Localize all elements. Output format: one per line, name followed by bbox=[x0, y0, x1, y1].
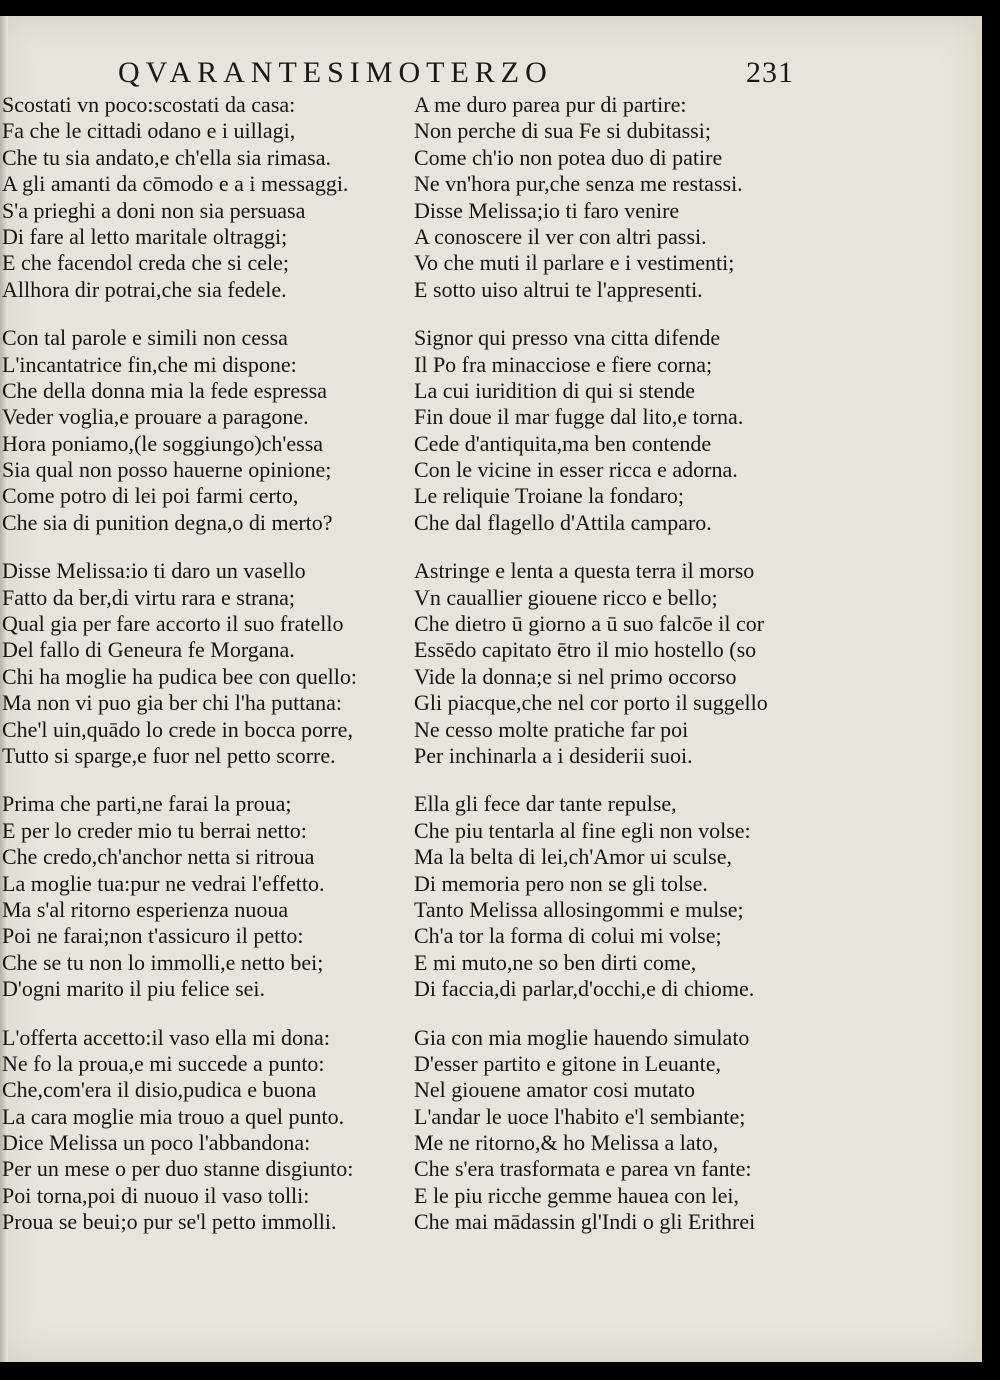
stanza-gap bbox=[2, 303, 414, 325]
verse-line: D'esser partito e gitone in Leuante, bbox=[414, 1050, 721, 1076]
verse-line: Che,com'era il disio,pudica e buona bbox=[2, 1077, 317, 1103]
verse-line: Non perche di sua Fe si dubitassi; bbox=[414, 118, 711, 144]
verse-line: Ne fo la proua,e mi succede a punto: bbox=[2, 1050, 325, 1076]
verse-line: Che dal flagello d'Attila camparo. bbox=[414, 509, 712, 535]
stanza bbox=[2, 558, 414, 769]
verse-line: Gia con mia moglie hauendo simulato bbox=[414, 1024, 750, 1050]
verse-line: Come ch'io non potea duo di patire bbox=[414, 144, 723, 170]
verse-line: Il Po fra minacciose e fiere corna; bbox=[414, 351, 713, 377]
stanza-gap bbox=[414, 536, 844, 558]
stanza-gap bbox=[414, 303, 844, 325]
verse-line: Ch'a tor la forma di colui mi volse; bbox=[414, 923, 722, 949]
verse-line: E per lo creder mio tu berrai netto: bbox=[2, 817, 307, 843]
stanza bbox=[2, 92, 414, 303]
verse-line: A me duro parea pur di partire: bbox=[414, 92, 687, 117]
book-page bbox=[0, 16, 982, 1362]
verse-line: Vn cauallier giouene ricco e bello; bbox=[414, 584, 718, 610]
verse-line: Fa che le cittadi odano e i uillagi, bbox=[2, 118, 296, 144]
verse-line: Disse Melissa;io ti faro venire bbox=[414, 197, 680, 223]
verse-line: Tutto si sparge,e fuor nel petto scorre. bbox=[2, 742, 336, 768]
verse-line: Dice Melissa un poco l'abbandona: bbox=[2, 1130, 311, 1156]
verse-line: Qual gia per fare accorto il suo fratello bbox=[2, 611, 344, 637]
verse-line: Che'l uin,quādo lo crede in bocca porre, bbox=[2, 716, 353, 742]
right-column bbox=[414, 92, 844, 1236]
verse-line: E sotto uiso altrui te l'appresenti. bbox=[414, 276, 703, 302]
verse-line: Prima che parti,ne farai la proua; bbox=[2, 791, 292, 817]
stanza-gap bbox=[414, 1003, 844, 1025]
verse-line: Di memoria pero non se gli tolse. bbox=[414, 870, 708, 896]
verse-line: Me ne ritorno,& ho Melissa a lato, bbox=[414, 1130, 719, 1156]
verse-line: Ma la belta di lei,ch'Amor ui sculse, bbox=[414, 844, 732, 870]
verse-line: D'ogni marito il piu felice sei. bbox=[2, 976, 266, 1002]
verse-line: Che mai mādassin gl'Indi o gli Erithrei bbox=[414, 1209, 756, 1235]
verse-line: Che tu sia andato,e ch'ella sia rimasa. bbox=[2, 144, 331, 170]
verse-line: S'a prieghi a doni non sia persuasa bbox=[2, 197, 306, 223]
verse-line: Fatto da ber,di virtu rara e strana; bbox=[2, 584, 295, 610]
verse-line: Poi ne farai;non t'assicuro il petto: bbox=[2, 923, 304, 949]
verse-line: Allhora dir potrai,che sia fedele. bbox=[2, 276, 287, 302]
stanza-gap bbox=[2, 536, 414, 558]
stanza bbox=[414, 92, 844, 303]
verse-line: Sia qual non posso hauerne opinione; bbox=[2, 457, 332, 483]
verse-line: E le piu ricche gemme hauea con lei, bbox=[414, 1182, 739, 1208]
verse-line: Che piu tentarla al fine egli non volse: bbox=[414, 817, 751, 843]
verse-line: Di faccia,di parlar,d'occhi,e di chiome. bbox=[414, 976, 755, 1002]
stanza-gap bbox=[414, 769, 844, 791]
running-title: QVARANTESIMOTERZO bbox=[118, 56, 553, 89]
verse-line: Poi torna,poi di nuouo il vaso tolli: bbox=[2, 1182, 310, 1208]
verse-line: L'andar le uoce l'habito e'l sembiante; bbox=[414, 1103, 746, 1129]
verse-line: Chi ha moglie ha pudica bee con quello: bbox=[2, 663, 357, 689]
verse-line: Ne cesso molte pratiche far poi bbox=[414, 716, 689, 742]
verse-line: Di fare al letto maritale oltraggi; bbox=[2, 223, 288, 249]
verse-line: La moglie tua:pur ne vedrai l'effetto. bbox=[2, 870, 325, 896]
verse-line: Astringe e lenta a questa terra il morso bbox=[414, 558, 755, 584]
verse-line: Come potro di lei poi farmi certo, bbox=[2, 483, 299, 509]
verse-line: La cui iuridition di qui si stende bbox=[414, 377, 696, 403]
left-column bbox=[2, 92, 414, 1236]
verse-line: A conoscere il ver con altri passi. bbox=[414, 223, 707, 249]
stanza bbox=[414, 1025, 844, 1236]
verse-line: Ne vn'hora pur,che senza me restassi. bbox=[414, 171, 743, 197]
stanza bbox=[414, 791, 844, 1002]
verse-line: L'incantatrice fin,che mi dispone: bbox=[2, 351, 297, 377]
stanza bbox=[2, 325, 414, 536]
verse-line: E che facendol creda che si cele; bbox=[2, 250, 290, 276]
verse-line: Disse Melissa:io ti daro un vasello bbox=[2, 558, 306, 584]
verse-line: Vo che muti il parlare e i vestimenti; bbox=[414, 250, 735, 276]
verse-line: L'offerta accetto:il vaso ella mi dona: bbox=[2, 1024, 330, 1050]
stanza-gap bbox=[2, 769, 414, 791]
verse-line: Che s'era trasformata e parea vn fante: bbox=[414, 1156, 752, 1182]
verse-line: Per un mese o per duo stanne disgiunto: bbox=[2, 1156, 354, 1182]
verse-line: Del fallo di Geneura fe Morgana. bbox=[2, 637, 295, 663]
verse-line: Che sia di punition degna,o di merto? bbox=[2, 509, 333, 535]
verse-line: Le reliquie Troiane la fondaro; bbox=[414, 483, 685, 509]
verse-line: Essēdo capitato ētro il mio hostello (so bbox=[414, 637, 757, 663]
verse-line: Che credo,ch'anchor netta si ritroua bbox=[2, 844, 315, 870]
verse-line: Veder voglia,e prouare a paragone. bbox=[2, 404, 309, 430]
verse-line: Ma s'al ritorno esperienza nuoua bbox=[2, 896, 289, 922]
page-number: 231 bbox=[746, 56, 794, 89]
verse-line: Vide la donna;e si nel primo occorso bbox=[414, 663, 737, 689]
stanza-gap bbox=[2, 1003, 414, 1025]
verse-line: A gli amanti da cōmodo e a i messaggi. bbox=[2, 171, 349, 197]
stanza bbox=[414, 558, 844, 769]
verse-line: Scostati vn poco:scostati da casa: bbox=[2, 92, 296, 117]
verse-line: Cede d'antiquita,ma ben contende bbox=[414, 430, 712, 456]
verse-line: Per inchinarla a i desiderii suoi. bbox=[414, 742, 693, 768]
verse-line: Con le vicine in esser ricca e adorna. bbox=[414, 457, 738, 483]
verse-line: Ma non vi puo gia ber chi l'ha puttana: bbox=[2, 690, 342, 716]
verse-line: Che se tu non lo immolli,e netto bei; bbox=[2, 949, 324, 975]
verse-line: La cara moglie mia trouo a quel punto. bbox=[2, 1103, 345, 1129]
verse-line: E mi muto,ne so ben dirti come, bbox=[414, 949, 697, 975]
stanza bbox=[2, 1025, 414, 1236]
verse-line: Proua se beui;o pur se'l petto immolli. bbox=[2, 1209, 337, 1235]
verse-line: Signor qui presso vna citta difende bbox=[414, 325, 721, 351]
verse-line: Ella gli fece dar tante repulse, bbox=[414, 791, 677, 817]
verse-line: Hora poniamo,(le soggiungo)ch'essa bbox=[2, 430, 324, 456]
stanza bbox=[414, 325, 844, 536]
verse-line: Che della donna mia la fede espressa bbox=[2, 377, 327, 403]
verse-line: Tanto Melissa allosingommi e mulse; bbox=[414, 896, 744, 922]
stanza bbox=[2, 791, 414, 1002]
verse-line: Nel giouene amator cosi mutato bbox=[414, 1077, 696, 1103]
verse-line: Che dietro ū giorno a ū suo falcōe il cor bbox=[414, 611, 765, 637]
verse-line: Gli piacque,che nel cor porto il suggello bbox=[414, 690, 768, 716]
verse-line: Fin doue il mar fugge dal lito,e torna. bbox=[414, 404, 744, 430]
verse-line: Con tal parole e simili non cessa bbox=[2, 325, 288, 351]
